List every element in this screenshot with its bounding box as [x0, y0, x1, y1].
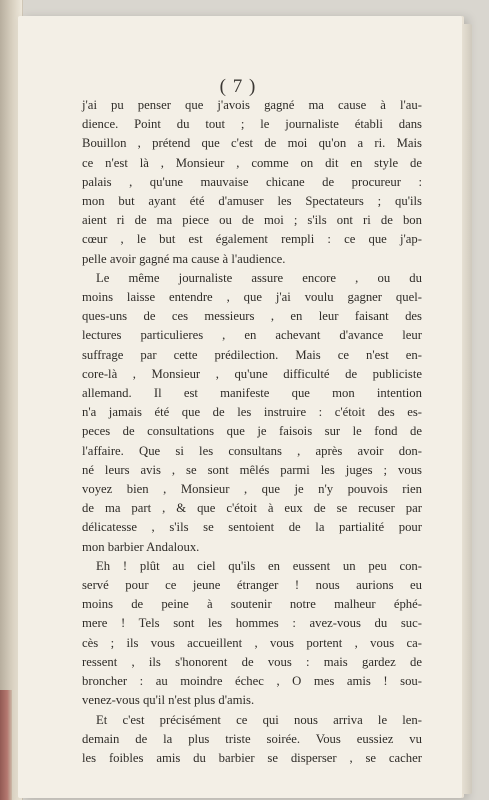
book-spine-strip — [0, 690, 12, 800]
text-line: pelle avoir gagné ma cause à l'audience. — [82, 251, 286, 266]
text-line: core-là , Monsieur , qu'une difficulté de publiciste — [82, 366, 422, 381]
text-line: dience. Point du tout ; le journaliste établi dans — [82, 117, 422, 132]
text-line: de ma part , & que c'étoit à eux de se recuser par — [82, 501, 422, 516]
text-line: allemand. Il est manifeste que mon intention — [82, 386, 422, 401]
text-line: servé pour ce jeune étranger ! nous aurions eu — [82, 578, 422, 593]
text-line: aient ri de ma piece ou de moi ; s'ils ont ri de bon — [82, 213, 422, 228]
page-number: ( 7 ) — [219, 76, 257, 97]
text-line: ressent , ils s'honorent de vous : mais gardez de — [82, 654, 422, 669]
text-line: mon barbier Andaloux. — [82, 539, 200, 554]
text-line: ques-uns de ces messieurs , en leur faisant des — [82, 309, 422, 324]
text-line: délicatesse , s'ils se sentoient de la partialité pour — [82, 520, 422, 535]
text-line: Bouillon , prétend que c'est de moi qu'on a ri. Mais — [82, 136, 422, 151]
text-line: lectures particulieres , en achevant d'avance leur — [82, 328, 422, 343]
text-line: Eh ! plût au ciel qu'ils en eussent un peu con- — [96, 558, 422, 573]
text-line: cœur , le but est également rempli : ce que j'ap- — [82, 232, 422, 247]
text-line: Le même journaliste assure encore , ou du — [96, 270, 422, 285]
text-line: mon but ayant été d'amuser les Spectateurs ; qu'ils — [82, 194, 422, 209]
text-line: Et c'est précisément ce qui nous arriva le len- — [96, 712, 422, 727]
text-line: ce n'est là , Monsieur , comme on dit en style de — [82, 155, 422, 170]
text-line: voyez bien , Monsieur , que je n'y pouvois rien — [82, 482, 422, 497]
text-line: venez-vous qu'il n'est plus d'amis. — [82, 693, 255, 708]
text-line: cès ; ils vous accueillent , vous portent , vous ca- — [82, 635, 422, 650]
text-line: demain de la plus triste soirée. Vous eussiez vu — [82, 731, 422, 746]
document-page — [18, 16, 462, 798]
text-line: broncher : au moindre échec , O mes amis ! sou- — [82, 674, 422, 689]
text-line: peces de consultations que je faisois sur le fond de — [82, 424, 422, 439]
text-line: palais , qu'une mauvaise chicane de procureur : — [82, 174, 422, 189]
text-line: n'a jamais été que de les instruire : c'étoit des es- — [82, 405, 422, 420]
page-text — [82, 96, 422, 768]
text-line: l'affaire. Que si les consultans , après avoir don- — [82, 443, 422, 458]
text-line: moins de peine à soutenir notre malheur éphé- — [82, 597, 422, 612]
text-line: moins laisse entendre , que j'ai voulu gagner quel- — [82, 290, 422, 305]
text-line: suffrage par cette prédilection. Mais ce n'est en- — [82, 347, 422, 362]
text-line: mere ! Tels sont les hommes : avez-vous du suc- — [82, 616, 422, 631]
text-line: j'ai pu penser que j'avois gagné ma cause à l'au- — [82, 98, 422, 112]
text-line: né leurs avis , se sont mêlés parmi les juges ; vous — [82, 462, 422, 477]
text-line: les foibles amis du barbier se disperser , se cacher — [82, 750, 422, 765]
